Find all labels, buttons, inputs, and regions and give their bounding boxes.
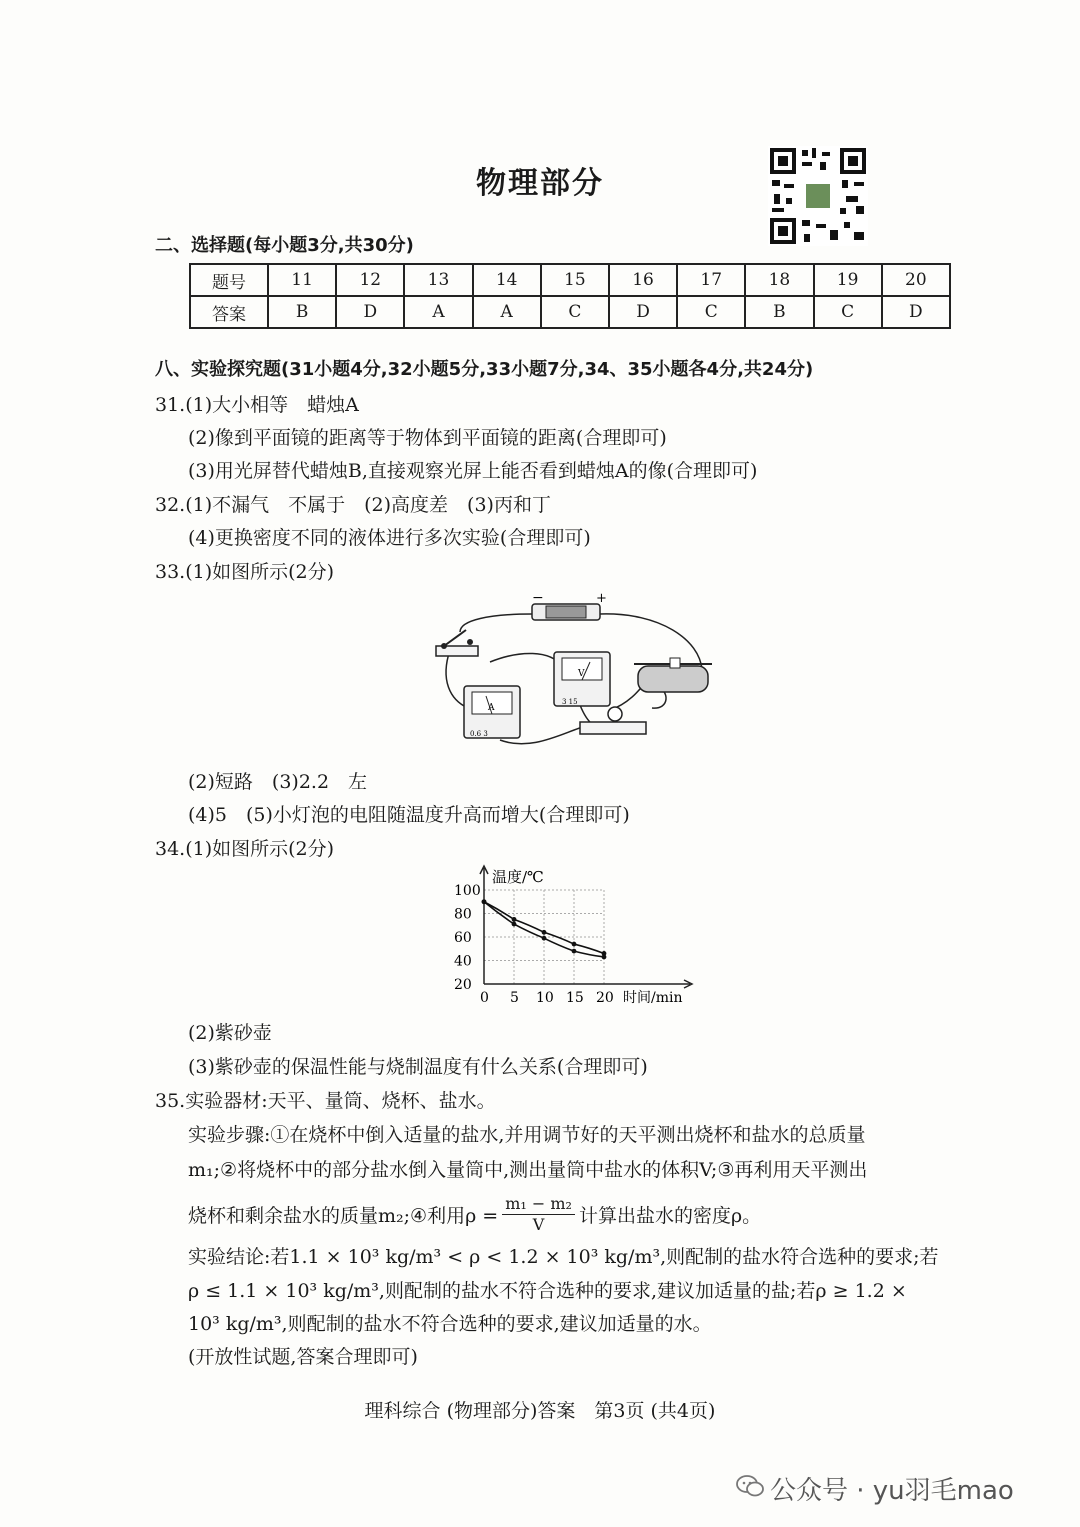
table-cell: A [473,296,541,328]
table-cell: C [814,296,882,328]
table-cell: C [541,296,609,328]
table-cell: B [745,296,813,328]
q32-line-2: (4)更换密度不同的液体进行多次实验(合理即可) [188,527,591,549]
q35-line-3: m₁;②将烧杯中的部分盐水倒入量筒中,测出量筒中盐水的体积V;③再利用天平测出 [188,1159,868,1181]
temperature-chart [440,862,710,1012]
q35-line-5: 实验结论:若1.1 × 10³ kg/m³ < ρ < 1.2 × 10³ kg/m³,则配制的盐水符合选种的要求;若 [188,1246,939,1268]
chart-point [512,917,517,922]
table-cell: 20 [882,264,950,296]
table-cell: 11 [268,264,336,296]
wechat-icon [736,1474,764,1498]
chart-xlabel: 时间/min [623,990,683,1006]
chart-point [572,942,577,947]
ammeter [464,686,520,738]
voltmeter [554,652,610,706]
voltmeter-terminals: 3 15 [562,698,578,706]
battery [532,590,607,620]
table-cell: D [882,296,950,328]
chart-point [572,949,577,954]
answer-table [189,263,951,329]
section-8-heading: 八、实验探究题(31小题4分,32小题5分,33小题7分,34、35小题各4分,共24分) [155,359,814,380]
table-cell: D [336,296,404,328]
q31-line-3: (3)用光屏替代蜡烛B,直接观察光屏上能否看到蜡烛A的像(合理即可) [188,460,758,482]
chart-ytick-label: 60 [454,930,472,946]
chart-ytick-label: 40 [454,953,472,970]
table-row [190,296,950,328]
q31-line-2: (2)像到平面镜的距离等于物体到平面镜的距离(合理即可) [188,427,667,449]
battery-minus-label: − [532,590,544,606]
q35-line-8: (开放性试题,答案合理即可) [188,1346,418,1368]
q35-line-4 [188,1194,761,1235]
battery-plus-label: + [596,591,607,606]
chart-ytick-label: 80 [454,906,472,923]
q34-line-3: (3)紫砂壶的保温性能与烧制温度有什么关系(合理即可) [188,1056,648,1078]
table-cell: 18 [745,264,813,296]
table-header-cell: 答案 [190,296,268,328]
q33-line-1: 33.(1)如图所示(2分) [155,561,335,583]
chart-ylabel: 温度/℃ [492,868,544,886]
density-fraction [502,1194,575,1235]
table-row [190,264,950,296]
q35-line-4a: 烧杯和剩余盐水的质量m₂;④利用ρ = [188,1205,499,1227]
ammeter-terminals: 0.6 3 [470,730,488,738]
chart-point [482,899,487,904]
chart-ytick-label: 100 [454,883,481,899]
chart-xtick-label: 20 [596,990,614,1006]
chart-point [542,936,547,941]
chart-xtick-label: 15 [566,990,584,1006]
chart-point [602,955,607,960]
chart-ytick-label: 20 [454,977,472,993]
table-cell: C [677,296,745,328]
table-cell: 13 [404,264,472,296]
q34-line-1: 34.(1)如图所示(2分) [155,838,335,860]
fraction-numerator: m₁ − m₂ [502,1194,575,1215]
fraction-denominator: V [532,1215,545,1234]
table-cell: B [268,296,336,328]
q33-line-2: (2)短路 (3)2.2 左 [188,771,368,793]
chart-xtick-label: 10 [536,990,554,1006]
q33-line-3: (4)5 (5)小灯泡的电阻随温度升高而增大(合理即可) [188,804,630,826]
chart-xtick-label: 0 [480,990,489,1006]
circuit-diagram [420,590,720,760]
table-cell: 16 [609,264,677,296]
switch [436,630,478,656]
q35-line-7: 10³ kg/m³,则配制的盐水不符合选种的要求,建议加适量的水。 [188,1313,712,1335]
table-cell: 17 [677,264,745,296]
rheostat [634,658,712,692]
chart-point [542,930,547,935]
q35-line-6: ρ ≤ 1.1 × 10³ kg/m³,则配制的盐水不符合选种的要求,建议加适量的盐;若ρ ≥ 1.2 × [188,1280,907,1302]
voltmeter-symbol: V [578,669,585,679]
chart-xtick-label: 5 [510,990,519,1006]
page-title: 物理部分 [476,166,604,201]
table-cell: D [609,296,677,328]
page-footer: 理科综合 (物理部分)答案 第3页 (共4页) [364,1400,716,1422]
q32-line-1: 32.(1)不漏气 不属于 (2)高度差 (3)丙和丁 [155,494,551,516]
q35-line-4b: 计算出盐水的密度ρ。 [578,1205,762,1227]
watermark: 公众号 · yu羽毛mao [770,1476,1014,1506]
chart-point [512,922,517,927]
table-cell: 19 [814,264,882,296]
q34-line-2: (2)紫砂壶 [188,1022,272,1044]
q35-line-1: 35.实验器材:天平、量筒、烧杯、盐水。 [155,1090,496,1112]
qr-code [768,146,868,246]
section-2-heading: 二、选择题(每小题3分,共30分) [155,235,414,256]
table-header-cell: 题号 [190,264,268,296]
q35-line-2: 实验步骤:①在烧杯中倒入适量的盐水,并用调节好的天平测出烧杯和盐水的总质量 [188,1124,866,1146]
ammeter-symbol: A [488,703,495,713]
table-cell: 15 [541,264,609,296]
table-cell: A [404,296,472,328]
table-cell: 14 [473,264,541,296]
q31-line-1: 31.(1)大小相等 蜡烛A [155,394,359,416]
table-cell: 12 [336,264,404,296]
bulb-holder [580,707,646,734]
